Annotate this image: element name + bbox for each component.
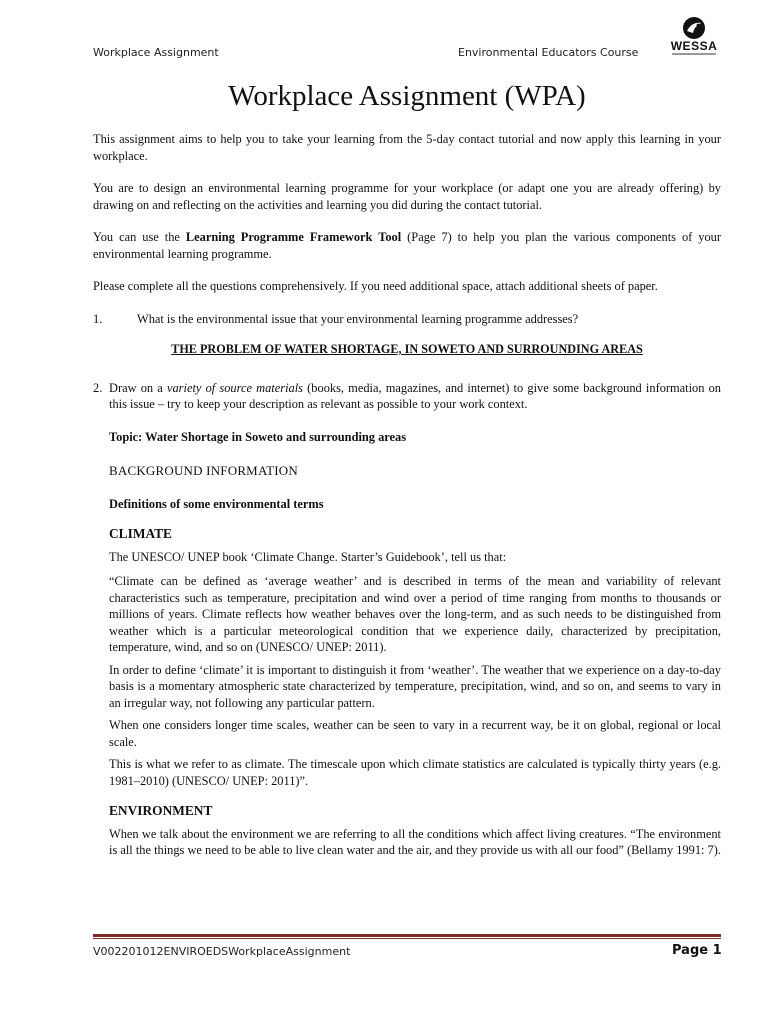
complete-paragraph: Please complete all the questions comprehensively. If you need additional space, attach additional sheets of paper. (93, 279, 658, 293)
environment-paragraph: When we talk about the environment we are referring to all the conditions which affect living creatures. “The environment is all the things we need to be able to live clean water and the air, and they provide us with all our food” (Bellamy 1991: 7). (109, 826, 721, 857)
bird-emblem-icon (682, 16, 706, 40)
document-body (93, 131, 721, 859)
climate-paragraph-2: “Climate can be defined as ‘average weather’ and is described in terms of the mean and variability of relevant characteristics such as temperature, precipitation and wind over a period of time ranging from months to thousands or millions of years. Climate reflects how weather behaves over the long-term, and as such needs to be distinguished from weather which is a particular meteorological condition that we experience daily, characterized by precipitation, temperature, wind, and so on (UNESCO/ UNEP: 2011). (109, 574, 721, 654)
question-1-number: 1. (93, 311, 103, 326)
background-heading: BACKGROUND INFORMATION (109, 463, 298, 478)
logo-text: WESSA (670, 39, 718, 53)
question-2-before: Draw on a (109, 380, 167, 395)
footer-rule-thin (93, 938, 721, 939)
page-number: Page 1 (672, 943, 722, 958)
tool-name: Learning Programme Framework Tool (185, 230, 402, 244)
tool-paragraph (93, 229, 721, 262)
climate-paragraph-5: This is what we refer to as climate. The timescale upon which climate statistics are calculated is typically thirty years (e.g. 1981–2010) (UNESCO/ UNEP: 2011)”. (109, 757, 721, 788)
environment-heading: ENVIRONMENT (109, 803, 213, 818)
question-2 (93, 380, 721, 413)
question-2-number: 2. (93, 380, 103, 395)
question-2-after: (books, media, magazines, and internet) to give some background information on this issue – try to keep your description as relevant as possible to your work context. (109, 380, 722, 411)
header-right: Environmental Educators Course (458, 46, 639, 59)
climate-paragraph-4: When one considers longer time scales, weather can be seen to vary in a recurrent way, be it on global, regional or local scale. (109, 718, 721, 749)
tool-text-before: You can use the (93, 230, 186, 244)
header-left: Workplace Assignment (93, 46, 219, 59)
definitions-heading: Definitions of some environmental terms (109, 496, 324, 511)
page-title: Workplace Assignment (WPA) (228, 80, 586, 112)
tool-text-after: (Page 7) to help you plan the various components of your environmental learning programme. (93, 230, 721, 261)
question-2-text (109, 380, 721, 413)
question-2-italic: variety of source materials (166, 380, 303, 395)
intro-paragraph-1: This assignment aims to help you to take your learning from the 5-day contact tutorial and now apply this learning in your workplace. (93, 132, 721, 163)
climate-paragraph-3: In order to define ‘climate’ it is important to distinguish it from ‘weather’. The weather that we experience on a day-to-day basis is a momentary atmospheric state characterized by temperature, precipitation, wind, and so on, and seems to vary in an irregular way, not following any particular pattern. (109, 662, 721, 710)
footer-rule-thick (93, 934, 721, 937)
footer-document-code: V002201012ENVIROEDSWorkplaceAssignment (93, 945, 351, 958)
climate-heading: CLIMATE (109, 526, 172, 541)
question-1-answer: THE PROBLEM OF WATER SHORTAGE, IN SOWETO AND SURROUNDING AREAS (171, 342, 643, 356)
logo-tagline (672, 53, 716, 55)
question-1 (93, 311, 721, 328)
question-1-text: What is the environmental issue that your environmental learning programme addresses? (137, 311, 579, 326)
climate-paragraph-1: The UNESCO/ UNEP book ‘Climate Change. Starter’s Guidebook’, tell us that: (109, 549, 507, 564)
intro-paragraph-2: You are to design an environmental learning programme for your workplace (or adapt one you are already offering) by drawing on and reflecting on the activities and learning you did during the contact tutorial. (93, 181, 721, 212)
wessa-logo (666, 16, 722, 62)
topic-heading: Topic: Water Shortage in Soweto and surrounding areas (109, 429, 407, 444)
